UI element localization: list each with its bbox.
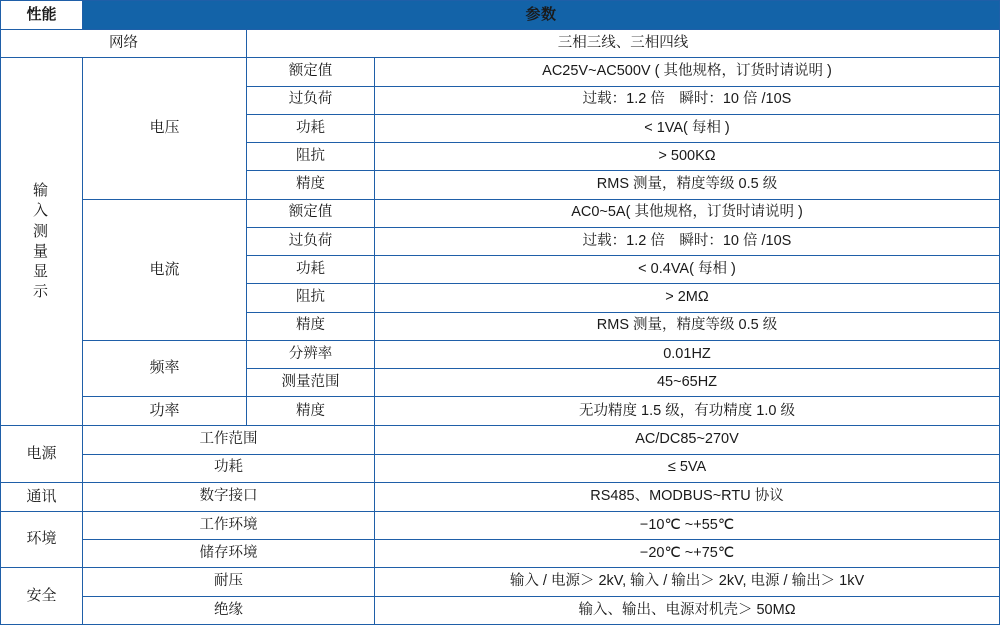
row-item-value: RS485、MODBUS~RTU 协议 [375,482,1000,511]
header-parameter: 参数 [83,1,1000,30]
communication-label: 通讯 [1,482,83,511]
row-item-value: < 1VA( 每相 ) [375,114,1000,142]
row-item-value: −20℃ ~+75℃ [375,540,1000,568]
header-performance: 性能 [1,1,83,30]
input-group-label [1,58,83,426]
table-row [1,340,1000,368]
row-item-value: 无功精度 1.5 级，有功精度 1.0 级 [375,397,1000,426]
row-item-label: 绝缘 [83,596,375,624]
table-row [1,58,1000,86]
safety-label: 安全 [1,568,83,625]
row-item-value: 过载：1.2 倍 瞬时：10 倍 /10S [375,86,1000,114]
row-item-value: 45~65HZ [375,369,1000,397]
row-item-label: 功耗 [247,114,375,142]
row-item-label: 额定值 [247,199,375,227]
row-item-value: AC/DC85~270V [375,426,1000,454]
row-item-value: ≤ 5VA [375,454,1000,482]
table-row [1,426,1000,454]
row-item-value: 输入 / 电源＞ 2kV, 输入 / 输出＞ 2kV, 电源 / 输出＞ 1kV [375,568,1000,596]
network-value: 三相三线、三相四线 [247,30,1000,58]
table-row [1,596,1000,624]
row-item-label: 额定值 [247,58,375,86]
frequency-label: 频率 [83,340,247,397]
environment-label: 环境 [1,511,83,568]
row-item-label: 过负荷 [247,227,375,255]
network-label: 网络 [1,30,247,58]
row-item-label: 耐压 [83,568,375,596]
table-row [1,540,1000,568]
table-row [1,30,1000,58]
row-item-value: > 2MΩ [375,284,1000,312]
row-item-label: 阻抗 [247,143,375,171]
table-row [1,568,1000,596]
row-item-label: 过负荷 [247,86,375,114]
row-item-value: 输入、输出、电源对机壳＞ 50MΩ [375,596,1000,624]
voltage-label: 电压 [83,58,247,199]
row-item-label: 精度 [247,171,375,199]
row-item-label: 功耗 [83,454,375,482]
row-item-value: AC0~5A( 其他规格，订货时请说明 ) [375,199,1000,227]
input-group-char: 测 [32,222,50,240]
table-row [1,454,1000,482]
row-item-label: 功耗 [247,256,375,284]
input-group-char: 显 [32,263,50,281]
input-group-char: 入 [32,202,50,220]
row-item-label: 工作环境 [83,511,375,539]
row-item-value: > 500KΩ [375,143,1000,171]
row-item-label: 测量范围 [247,369,375,397]
row-item-label: 数字接口 [83,482,375,511]
row-item-value: RMS 测量，精度等级 0.5 级 [375,312,1000,340]
table-row [1,199,1000,227]
table-row [1,482,1000,511]
row-item-label: 阻抗 [247,284,375,312]
table-row [1,511,1000,539]
supply-label: 电源 [1,426,83,483]
row-item-value: 0.01HZ [375,340,1000,368]
row-item-value: 过载：1.2 倍 瞬时：10 倍 /10S [375,227,1000,255]
input-group-char: 输 [32,182,50,200]
row-item-value: < 0.4VA( 每相 ) [375,256,1000,284]
input-group-char: 示 [32,283,50,301]
row-item-label: 分辨率 [247,340,375,368]
input-group-char: 量 [32,242,50,260]
row-item-label: 精度 [247,312,375,340]
row-item-label: 精度 [247,397,375,426]
row-item-value: −10℃ ~+55℃ [375,511,1000,539]
power-label: 功率 [83,397,247,426]
row-item-label: 工作范围 [83,426,375,454]
current-label: 电流 [83,199,247,340]
table-header-row [1,1,1000,30]
row-item-value: RMS 测量，精度等级 0.5 级 [375,171,1000,199]
row-item-value: AC25V~AC500V ( 其他规格，订货时请说明 ) [375,58,1000,86]
table-row [1,397,1000,426]
row-item-label: 储存环境 [83,540,375,568]
